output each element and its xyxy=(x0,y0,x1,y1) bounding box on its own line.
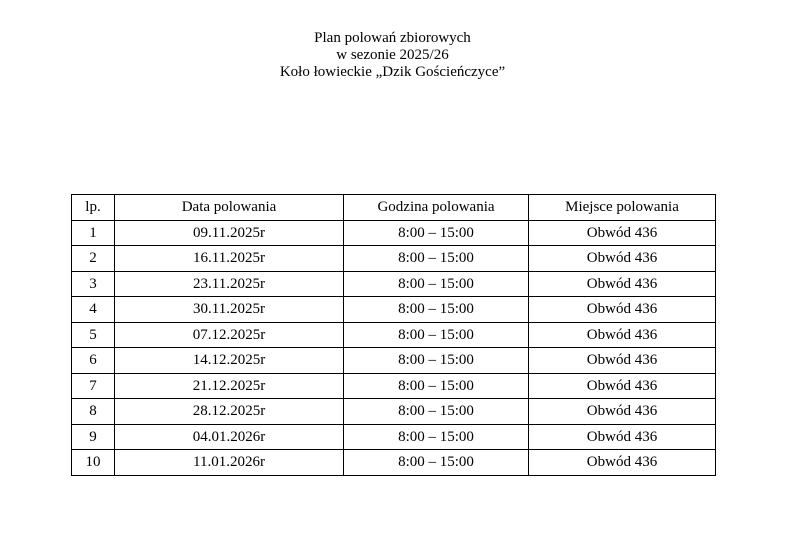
table-row xyxy=(72,271,716,297)
column-header-place: Miejsce polowania xyxy=(529,195,716,221)
cell-lp: 8 xyxy=(72,399,115,425)
table-row xyxy=(72,373,716,399)
header-club: Koło łowieckie „Dzik Gościeńczyce” xyxy=(279,64,506,80)
cell-date: 23.11.2025r xyxy=(115,271,344,297)
column-header-date: Data polowania xyxy=(115,195,344,221)
cell-time: 8:00 – 15:00 xyxy=(344,271,529,297)
cell-place: Obwód 436 xyxy=(529,373,716,399)
table-row xyxy=(72,220,716,246)
cell-date: 28.12.2025r xyxy=(115,399,344,425)
header-title: Plan polowań zbiorowych xyxy=(314,30,471,46)
cell-place: Obwód 436 xyxy=(529,424,716,450)
cell-place: Obwód 436 xyxy=(529,271,716,297)
cell-time: 8:00 – 15:00 xyxy=(344,399,529,425)
cell-time: 8:00 – 15:00 xyxy=(344,424,529,450)
document-header xyxy=(0,30,785,81)
cell-lp: 10 xyxy=(72,450,115,476)
cell-time: 8:00 – 15:00 xyxy=(344,322,529,348)
cell-lp: 3 xyxy=(72,271,115,297)
cell-place: Obwód 436 xyxy=(529,322,716,348)
table-row xyxy=(72,297,716,323)
cell-lp: 9 xyxy=(72,424,115,450)
cell-lp: 6 xyxy=(72,348,115,374)
column-header-lp: lp. xyxy=(72,195,115,221)
table-row xyxy=(72,399,716,425)
cell-date: 16.11.2025r xyxy=(115,246,344,272)
cell-time: 8:00 – 15:00 xyxy=(344,220,529,246)
cell-place: Obwód 436 xyxy=(529,399,716,425)
table-row xyxy=(72,322,716,348)
cell-date: 11.01.2026r xyxy=(115,450,344,476)
cell-lp: 2 xyxy=(72,246,115,272)
cell-date: 30.11.2025r xyxy=(115,297,344,323)
table-row xyxy=(72,424,716,450)
cell-date: 04.01.2026r xyxy=(115,424,344,450)
cell-lp: 1 xyxy=(72,220,115,246)
hunt-schedule-table xyxy=(71,194,716,476)
cell-time: 8:00 – 15:00 xyxy=(344,348,529,374)
cell-date: 14.12.2025r xyxy=(115,348,344,374)
table-row xyxy=(72,450,716,476)
cell-date: 07.12.2025r xyxy=(115,322,344,348)
header-season: w sezonie 2025/26 xyxy=(336,47,449,63)
cell-place: Obwód 436 xyxy=(529,220,716,246)
cell-time: 8:00 – 15:00 xyxy=(344,450,529,476)
cell-lp: 5 xyxy=(72,322,115,348)
cell-place: Obwód 436 xyxy=(529,348,716,374)
cell-date: 09.11.2025r xyxy=(115,220,344,246)
cell-time: 8:00 – 15:00 xyxy=(344,246,529,272)
cell-place: Obwód 436 xyxy=(529,246,716,272)
cell-time: 8:00 – 15:00 xyxy=(344,297,529,323)
cell-place: Obwód 436 xyxy=(529,450,716,476)
table-row xyxy=(72,348,716,374)
cell-date: 21.12.2025r xyxy=(115,373,344,399)
column-header-time: Godzina polowania xyxy=(344,195,529,221)
cell-lp: 4 xyxy=(72,297,115,323)
cell-place: Obwód 436 xyxy=(529,297,716,323)
table-row xyxy=(72,246,716,272)
table-header-row xyxy=(72,195,716,221)
cell-lp: 7 xyxy=(72,373,115,399)
cell-time: 8:00 – 15:00 xyxy=(344,373,529,399)
